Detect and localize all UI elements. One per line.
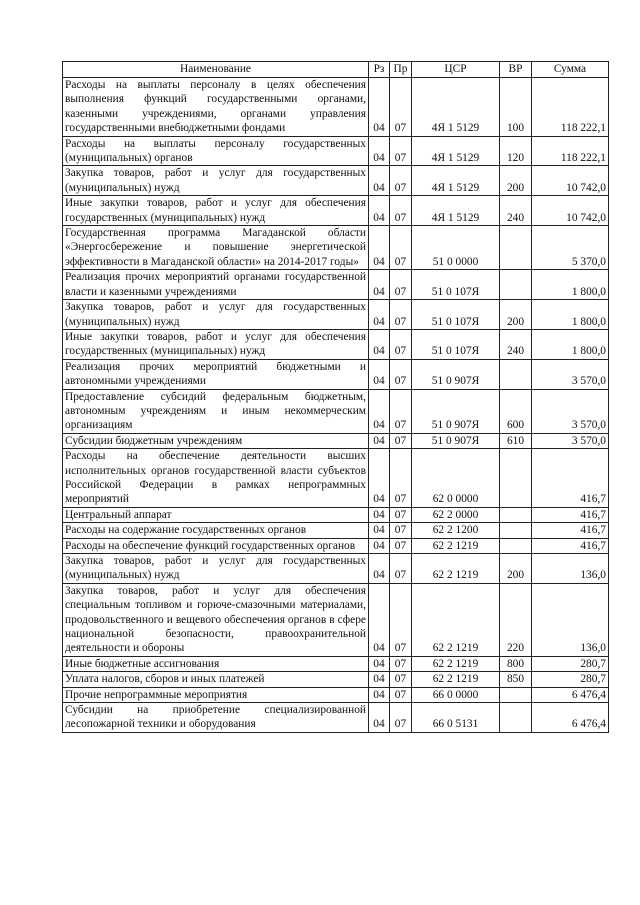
cell-csr: 62 2 0000 [412,507,500,522]
table-row [63,672,609,687]
table-row [63,507,609,522]
cell-name: Закупка товаров, работ и услуг для государственных (муниципальных) нужд [63,300,369,330]
cell-pr: 07 [390,672,412,687]
cell-sum: 416,7 [532,523,609,538]
cell-pr: 07 [390,538,412,553]
table-row [63,523,609,538]
cell-csr: 51 0 107Я [412,270,500,300]
cell-vr: 100 [500,78,532,137]
header-row [63,62,609,78]
table-row [63,554,609,584]
cell-pr: 07 [390,507,412,522]
cell-vr: 800 [500,656,532,671]
cell-pr: 07 [390,523,412,538]
table-row [63,433,609,448]
header-vr: ВР [500,62,532,78]
cell-vr [500,270,532,300]
table-row [63,538,609,553]
table-row [63,166,609,196]
cell-csr: 51 0 907Я [412,389,500,433]
table-row [63,449,609,508]
cell-csr: 51 0 107Я [412,300,500,330]
cell-rz: 04 [369,449,390,508]
cell-name: Закупка товаров, работ и услуг для государственных (муниципальных) нужд [63,166,369,196]
cell-name: Иные закупки товаров, работ и услуг для обеспечения государственных (муниципальных) нужд [63,196,369,226]
header-csr: ЦСР [412,62,500,78]
cell-name: Реализация прочих мероприятий бюджетными и автономными учреждениями [63,359,369,389]
cell-rz: 04 [369,507,390,522]
cell-pr: 07 [390,359,412,389]
cell-csr: 66 0 5131 [412,703,500,733]
cell-vr [500,523,532,538]
table-row [63,226,609,270]
cell-pr: 07 [390,583,412,656]
cell-vr [500,687,532,702]
cell-vr: 200 [500,166,532,196]
cell-sum: 5 370,0 [532,226,609,270]
table-row [63,359,609,389]
header-pr: Пр [390,62,412,78]
cell-csr: 51 0 0000 [412,226,500,270]
cell-rz: 04 [369,389,390,433]
cell-pr: 07 [390,226,412,270]
cell-name: Прочие непрограммные мероприятия [63,687,369,702]
cell-csr: 62 2 1219 [412,656,500,671]
cell-csr: 4Я 1 5129 [412,166,500,196]
cell-sum: 3 570,0 [532,433,609,448]
header-name: Наименование [63,62,369,78]
table-row [63,196,609,226]
cell-rz: 04 [369,270,390,300]
cell-sum: 280,7 [532,656,609,671]
cell-sum: 136,0 [532,583,609,656]
cell-name: Субсидии бюджетным учреждениям [63,433,369,448]
cell-rz: 04 [369,359,390,389]
cell-rz: 04 [369,656,390,671]
cell-vr [500,449,532,508]
cell-vr: 610 [500,433,532,448]
cell-rz: 04 [369,687,390,702]
cell-csr: 66 0 0000 [412,687,500,702]
cell-pr: 07 [390,656,412,671]
cell-vr: 240 [500,196,532,226]
cell-rz: 04 [369,136,390,166]
cell-csr: 62 0 0000 [412,449,500,508]
cell-name: Предоставление субсидий федеральным бюджетным, автономным учреждениям и иным некоммерческим организациям [63,389,369,433]
cell-name: Уплата налогов, сборов и иных платежей [63,672,369,687]
cell-sum: 1 800,0 [532,329,609,359]
cell-vr: 200 [500,300,532,330]
table-row [63,687,609,702]
cell-pr: 07 [390,433,412,448]
cell-vr [500,226,532,270]
cell-name: Закупка товаров, работ и услуг для обеспечения специальным топливом и горюче-смазочными материалами, продовольственного и вещевого обеспечения органов в сфере национальной безопасности, правоохранительной деятельности и обороны [63,583,369,656]
cell-sum: 10 742,0 [532,196,609,226]
cell-sum: 280,7 [532,672,609,687]
cell-sum: 118 222,1 [532,78,609,137]
cell-pr: 07 [390,136,412,166]
cell-pr: 07 [390,687,412,702]
cell-rz: 04 [369,433,390,448]
cell-name: Расходы на выплаты персоналу государственных (муниципальных) органов [63,136,369,166]
cell-csr: 4Я 1 5129 [412,136,500,166]
cell-name: Реализация прочих мероприятий органами государственной власти и казенными учреждениями [63,270,369,300]
table-row [63,583,609,656]
cell-vr: 220 [500,583,532,656]
cell-pr: 07 [390,300,412,330]
cell-name: Закупка товаров, работ и услуг для государственных (муниципальных) нужд [63,554,369,584]
cell-name: Расходы на выплаты персоналу в целях обеспечения выполнения функций государственными органами, казенными учреждениями, органами управления государственными внебюджетными фондами [63,78,369,137]
cell-vr [500,507,532,522]
cell-pr: 07 [390,78,412,137]
cell-pr: 07 [390,554,412,584]
cell-name: Центральный аппарат [63,507,369,522]
cell-rz: 04 [369,226,390,270]
cell-csr: 51 0 107Я [412,329,500,359]
cell-name: Расходы на обеспечение деятельности высших исполнительных органов государственной власти субъектов Российской Федерации в рамках непрограммных мероприятий [63,449,369,508]
cell-sum: 416,7 [532,538,609,553]
table-row [63,703,609,733]
table-row [63,656,609,671]
cell-vr: 600 [500,389,532,433]
cell-vr [500,538,532,553]
cell-rz: 04 [369,583,390,656]
cell-rz: 04 [369,523,390,538]
cell-rz: 04 [369,672,390,687]
header-sum: Сумма [532,62,609,78]
cell-sum: 416,7 [532,449,609,508]
cell-vr [500,703,532,733]
cell-rz: 04 [369,166,390,196]
cell-pr: 07 [390,329,412,359]
table-body [63,78,609,733]
cell-csr: 62 2 1219 [412,672,500,687]
cell-rz: 04 [369,329,390,359]
header-rz: Рз [369,62,390,78]
table-row [63,136,609,166]
cell-csr: 51 0 907Я [412,359,500,389]
table-row [63,78,609,137]
cell-rz: 04 [369,703,390,733]
cell-vr: 850 [500,672,532,687]
cell-pr: 07 [390,703,412,733]
cell-sum: 6 476,4 [532,703,609,733]
cell-sum: 1 800,0 [532,270,609,300]
cell-sum: 10 742,0 [532,166,609,196]
cell-name: Расходы на содержание государственных органов [63,523,369,538]
cell-vr: 120 [500,136,532,166]
cell-sum: 1 800,0 [532,300,609,330]
table-row [63,329,609,359]
cell-rz: 04 [369,554,390,584]
cell-rz: 04 [369,196,390,226]
cell-sum: 6 476,4 [532,687,609,702]
cell-csr: 4Я 1 5129 [412,196,500,226]
cell-pr: 07 [390,166,412,196]
cell-name: Иные закупки товаров, работ и услуг для обеспечения государственных (муниципальных) нужд [63,329,369,359]
cell-sum: 3 570,0 [532,359,609,389]
cell-csr: 4Я 1 5129 [412,78,500,137]
table-row [63,300,609,330]
cell-sum: 416,7 [532,507,609,522]
cell-sum: 136,0 [532,554,609,584]
table-row [63,270,609,300]
cell-csr: 51 0 907Я [412,433,500,448]
cell-rz: 04 [369,300,390,330]
cell-name: Иные бюджетные ассигнования [63,656,369,671]
cell-vr [500,359,532,389]
cell-name: Расходы на обеспечение функций государственных органов [63,538,369,553]
cell-vr: 200 [500,554,532,584]
cell-pr: 07 [390,270,412,300]
cell-name: Государственная программа Магаданской области «Энергосбережение и повышение энергетической эффективности в Магаданской области» на 2014-2017 годы» [63,226,369,270]
cell-pr: 07 [390,389,412,433]
table-row [63,389,609,433]
cell-rz: 04 [369,538,390,553]
cell-name: Субсидии на приобретение специализированной лесопожарной техники и оборудования [63,703,369,733]
cell-csr: 62 2 1219 [412,583,500,656]
cell-sum: 3 570,0 [532,389,609,433]
budget-table [62,61,609,733]
cell-csr: 62 2 1219 [412,538,500,553]
cell-rz: 04 [369,78,390,137]
cell-sum: 118 222,1 [532,136,609,166]
cell-csr: 62 2 1219 [412,554,500,584]
cell-pr: 07 [390,196,412,226]
cell-pr: 07 [390,449,412,508]
cell-csr: 62 2 1200 [412,523,500,538]
cell-vr: 240 [500,329,532,359]
